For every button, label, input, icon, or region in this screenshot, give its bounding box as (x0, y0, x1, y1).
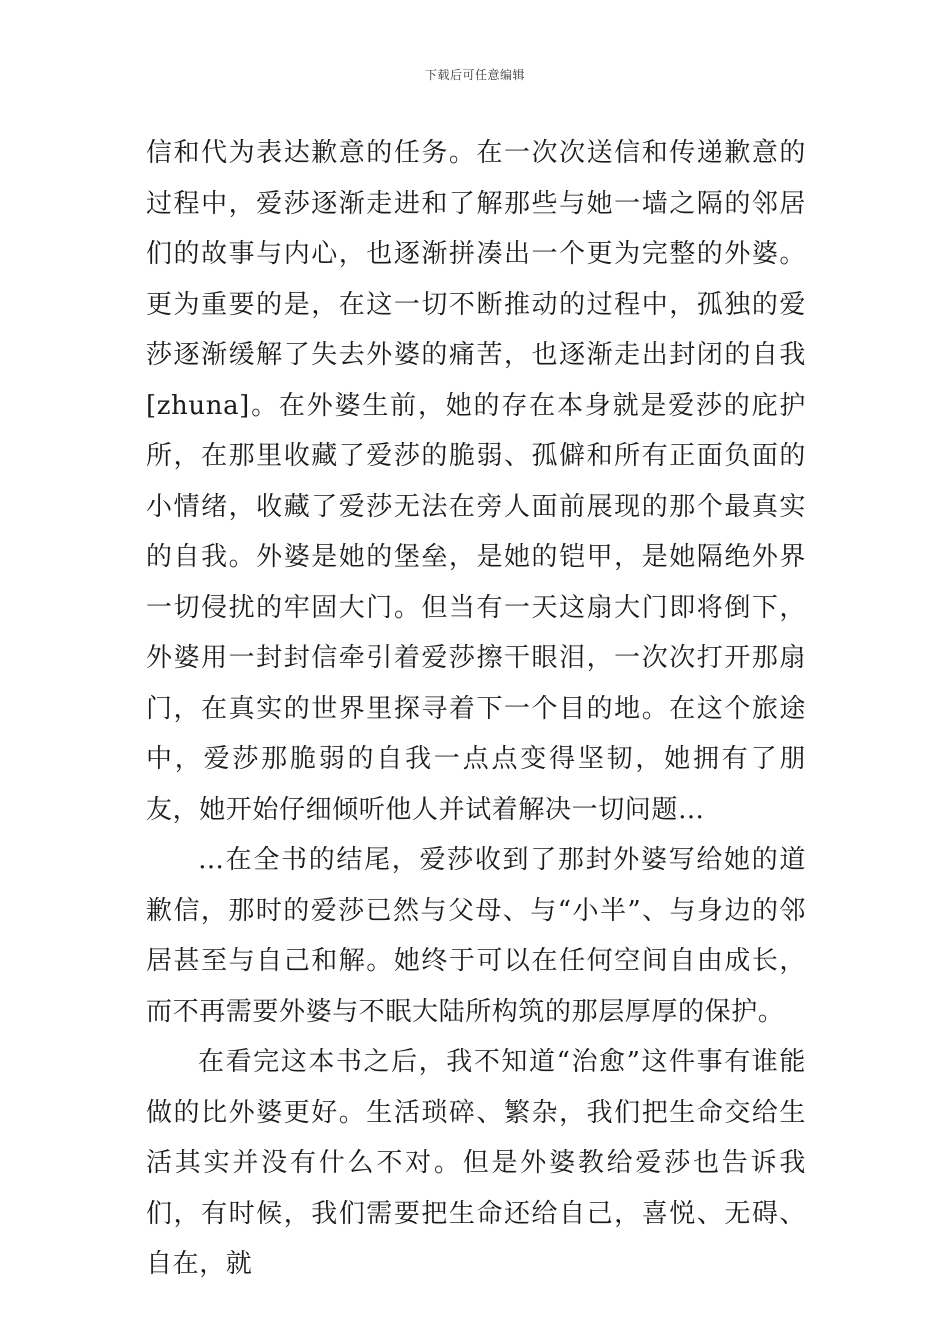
page-header: 下载后可任意编辑 (424, 68, 525, 82)
paragraph-3: 在看完这本书之后，我不知道“治愈”这件事有谁能做的比外婆更好。生活琐碎、繁杂，我们把生命交给生活其实并没有什么不对。但是外婆教给爱莎也告诉我们，有时候，我们需要把生命还给自己，喜悦、无碍、自在，就 (146, 1047, 806, 1279)
document-body (146, 128, 806, 1290)
paragraph-2: …在全书的结尾，爱莎收到了那封外婆写给她的道歉信，那时的爱莎已然与父母、与“小半”、与身边的邻居甚至与自己和解。她终于可以在任何空间自由成长，而不再需要外婆与不眠大陆所构筑的那层厚厚的保护。 (146, 845, 806, 1027)
paragraph-1: 信和代为表达歉意的任务。在一次次送信和传递歉意的过程中，爱莎逐渐走进和了解那些与她一墙之隔的邻居们的故事与内心，也逐渐拼凑出一个更为完整的外婆。更为重要的是，在这一切不断推动的过程中，孤独的爱莎逐渐缓解了失去外婆的痛苦，也逐渐走出封闭的自我[zhuna]。在外婆生前，她的存在本身就是爱莎的庇护所，在那里收藏了爱莎的脆弱、孤僻和所有正面负面的小情绪，收藏了爱莎无法在旁人面前展现的那个最真实的自我。外婆是她的堡垒，是她的铠甲，是她隔绝外界一切侵扰的牢固大门。但当有一天这扇大门即将倒下，外婆用一封封信牵引着爱莎擦干眼泪，一次次打开那扇门，在真实的世界里探寻着下一个目的地。在这个旅途中，爱莎那脆弱的自我一点点变得坚韧，她拥有了朋友，她开始仔细倾听他人并试着解决一切问题… (146, 138, 806, 825)
